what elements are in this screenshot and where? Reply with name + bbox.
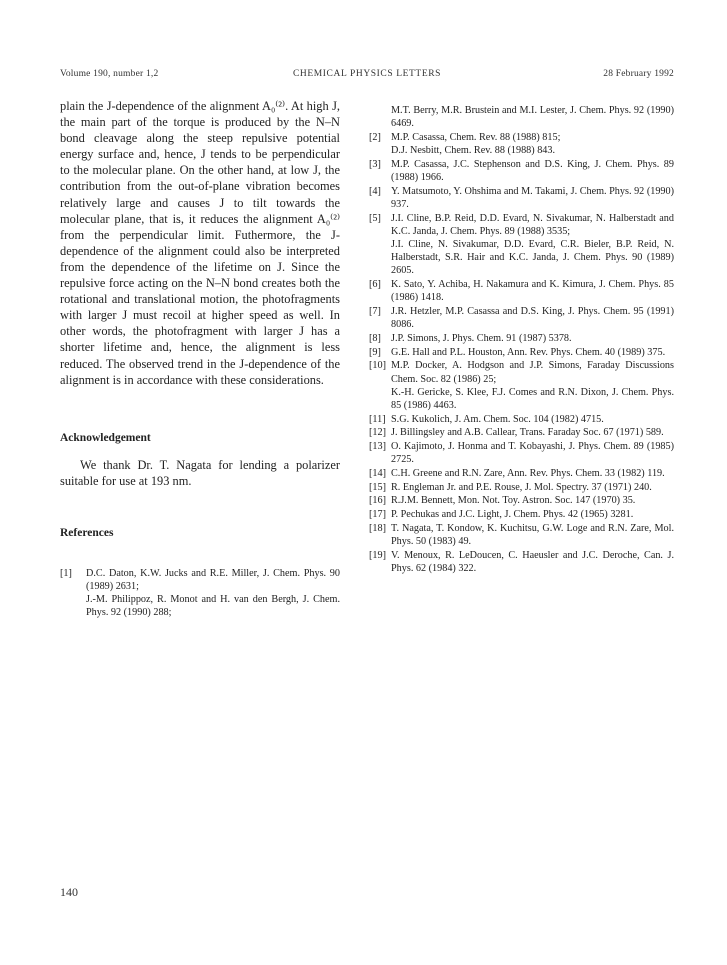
- reference-text: J.I. Cline, N. Sivakumar, D.D. Evard, C.R. Bieler, B.P. Reid, N. Halberstadt, S.R. Hair and K.C. Janda, J. Chem. Phys. 90 (1989) 2605.: [391, 239, 674, 277]
- reference-text: R. Engleman Jr. and P.E. Rouse, J. Mol. Spectry. 37 (1971) 240.: [391, 481, 652, 493]
- issue-date: 28 February 1992: [603, 69, 674, 79]
- page-number: 140: [60, 885, 78, 899]
- reference-number: [19]: [369, 549, 386, 561]
- reference-text: D.C. Daton, K.W. Jucks and R.E. Miller, J. Chem. Phys. 90 (1989) 2631;: [86, 567, 340, 593]
- reference-text: R.J.M. Bennett, Mon. Not. Toy. Astron. Soc. 147 (1970) 35.: [391, 495, 636, 507]
- reference-number: [17]: [369, 509, 386, 521]
- reference-number: [1]: [60, 567, 72, 579]
- reference-text: G.E. Hall and P.L. Houston, Ann. Rev. Phys. Chem. 40 (1989) 375.: [391, 346, 666, 358]
- reference-number: [6]: [369, 279, 381, 291]
- reference-number: [15]: [369, 481, 386, 493]
- reference-text: T. Nagata, T. Kondow, K. Kuchitsu, G.W. Loge and R.N. Zare, Mol. Phys. 50 (1983) 49.: [391, 522, 674, 547]
- reference-item: [369, 413, 674, 426]
- reference-number: [14]: [369, 467, 386, 479]
- reference-item: [369, 305, 674, 331]
- left-column: [60, 98, 340, 620]
- acknowledgement-heading: Acknowledgement: [60, 431, 151, 444]
- reference-text: M.P. Casassa, Chem. Rev. 88 (1988) 815;: [391, 131, 561, 143]
- reference-number: [3]: [369, 158, 381, 170]
- reference-text: J. Billingsley and A.B. Callear, Trans. Faraday Soc. 67 (1971) 589.: [391, 427, 664, 439]
- journal-title: CHEMICAL PHYSICS LETTERS: [292, 69, 442, 79]
- right-column: [369, 104, 674, 576]
- acknowledgement-text: We thank Dr. T. Nagata for lending a polarizer suitable for use at 193 nm.: [60, 457, 340, 488]
- volume-info: Volume 190, number 1,2: [60, 69, 159, 79]
- reference-text: S.G. Kukolich, J. Am. Chem. Soc. 104 (1982) 4715.: [391, 413, 604, 425]
- reference-text: M.T. Berry, M.R. Brustein and M.I. Lester, J. Chem. Phys. 92 (1990) 6469.: [391, 105, 674, 130]
- body-paragraph: plain the J-dependence of the alignment A₀⁽²⁾. At high J, the main part of the torque is produced by the N–N bond cleavage along the steep repulsive potential energy surface and, hence, J tends to be perpendicular to the molecular plane. On the other hand, at low J, the contribution from the out-of-plane vibration becomes relatively large and causes J to tilt towards the molecular plane, that is, it reduces the alignment A₀⁽²⁾ from the perpendicular limit. Futhermore, the J-dependence of the alignment could also be interpreted from the dependence of the lifetime on J. Since the repulsive force acting on the N–N bond creates both the rotational and translational motion, the photofragments with larger J must recoil at higher speed as well. In other words, the photofragment with larger J has a shorter lifetime and, hence, the alignment is less reduced. The observed trend in the J-dependence of the alignment is in accordance with these considerations.: [60, 99, 340, 387]
- reference-text: V. Menoux, R. LeDoucen, C. Haeusler and J.C. Deroche, Can. J. Phys. 62 (1984) 322.: [391, 549, 674, 574]
- reference-number: [4]: [369, 185, 381, 197]
- reference-text: O. Kajimoto, J. Honma and T. Kobayashi, J. Phys. Chem. 89 (1985) 2725.: [391, 441, 674, 466]
- reference-number: [7]: [369, 306, 381, 318]
- reference-item: [369, 522, 674, 548]
- reference-text: J.-M. Philippoz, R. Monot and H. van den Bergh, J. Chem. Phys. 92 (1990) 288;: [86, 594, 340, 619]
- reference-item: [369, 467, 674, 480]
- reference-text: J.I. Cline, B.P. Reid, D.D. Evard, N. Sivakumar, N. Halberstadt and K.C. Janda, J. Chem. Phys. 89 (1988) 3535;: [391, 212, 674, 237]
- reference-text: J.R. Hetzler, M.P. Casassa and D.S. King, J. Phys. Chem. 95 (1991) 8086.: [391, 306, 674, 331]
- reference-number: [2]: [369, 131, 381, 143]
- reference-item: [369, 426, 674, 439]
- reference-list-left: [60, 567, 340, 620]
- reference-item: [369, 278, 674, 304]
- reference-text: K. Sato, Y. Achiba, H. Nakamura and K. Kimura, J. Chem. Phys. 85 (1986) 1418.: [391, 279, 674, 304]
- reference-item: [369, 481, 674, 494]
- reference-item: [369, 494, 674, 507]
- reference-text: P. Pechukas and J.C. Light, J. Chem. Phys. 42 (1965) 3281.: [391, 509, 634, 521]
- reference-item: [369, 158, 674, 184]
- reference-item: [369, 212, 674, 278]
- reference-list-right: [369, 104, 674, 575]
- reference-number: [16]: [369, 495, 386, 507]
- reference-item: [369, 508, 674, 521]
- reference-number: [8]: [369, 332, 381, 344]
- reference-text: J.P. Simons, J. Phys. Chem. 91 (1987) 5378.: [391, 332, 572, 344]
- reference-item: [369, 359, 674, 412]
- reference-text: K.-H. Gericke, S. Klee, F.J. Comes and R.N. Dixon, J. Chem. Phys. 85 (1986) 4463.: [391, 386, 674, 411]
- reference-item: [369, 549, 674, 575]
- reference-item: [369, 440, 674, 466]
- reference-item: [369, 185, 674, 211]
- reference-item: [60, 567, 340, 620]
- reference-number: [13]: [369, 441, 386, 453]
- reference-number: [9]: [369, 346, 381, 358]
- reference-text: M.P. Docker, A. Hodgson and J.P. Simons, Faraday Discussions Chem. Soc. 82 (1986) 25;: [391, 360, 674, 385]
- reference-item: [369, 346, 674, 359]
- reference-item: [369, 131, 674, 157]
- reference-number: [10]: [369, 360, 386, 372]
- reference-number: [11]: [369, 413, 386, 425]
- reference-number: [5]: [369, 212, 381, 224]
- reference-item: [369, 104, 674, 130]
- reference-text: M.P. Casassa, J.C. Stephenson and D.S. King, J. Chem. Phys. 89 (1988) 1966.: [391, 158, 674, 184]
- reference-text: C.H. Greene and R.N. Zare, Ann. Rev. Phys. Chem. 33 (1982) 119.: [391, 467, 665, 479]
- reference-text: Y. Matsumoto, Y. Ohshima and M. Takami, J. Chem. Phys. 92 (1990) 937.: [391, 185, 674, 210]
- reference-number: [18]: [369, 522, 386, 534]
- references-heading: References: [60, 526, 114, 539]
- running-head: [60, 69, 674, 83]
- reference-text: D.J. Nesbitt, Chem. Rev. 88 (1988) 843.: [391, 145, 556, 157]
- reference-item: [369, 332, 674, 345]
- reference-number: [12]: [369, 427, 386, 439]
